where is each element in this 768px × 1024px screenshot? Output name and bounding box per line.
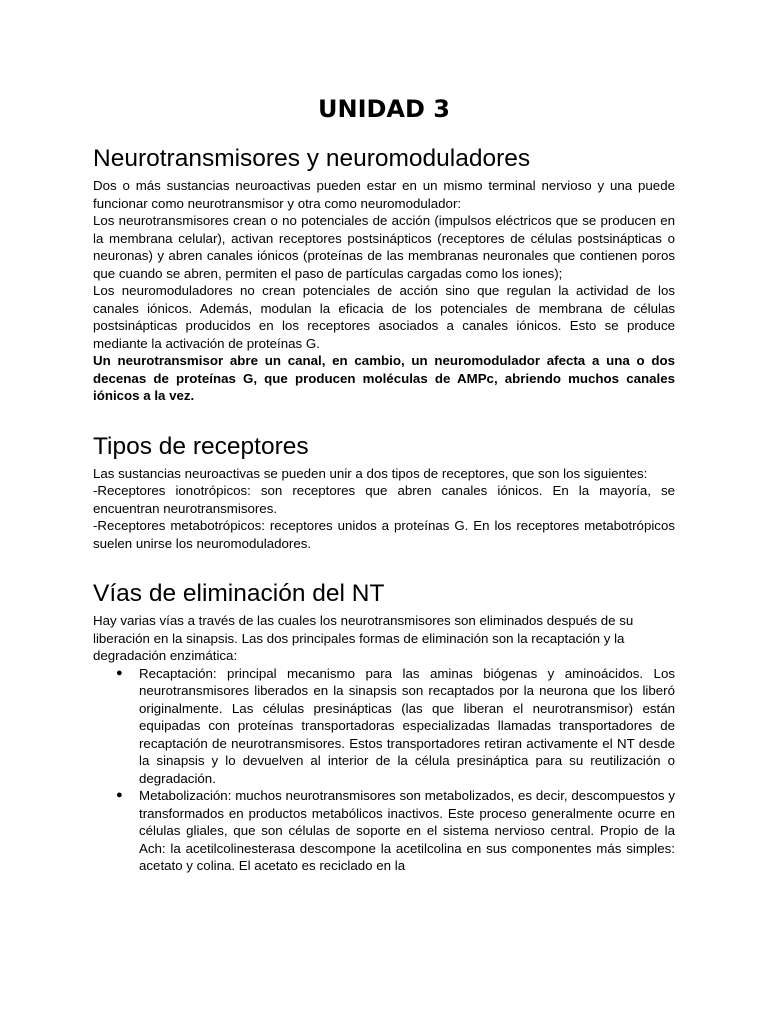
list-item-text: Recaptación: principal mecanismo para las aminas biógenas y aminoácidos. Los neurotransmisores liberados en la sinapsis son recaptados por la neurona que los liberó originalmente. Las células presinápticas (las que liberan el neurotransmisor) están equipadas con proteínas transportadoras especializadas llamadas transportadores de recaptación de neurotransmisores. Estos transportadores retiran activamente el NT desde la sinapsis y lo devuelven al interior de la célula presináptica para su reutilización o degradación. — [139, 665, 675, 786]
paragraph: Dos o más sustancias neuroactivas pueden estar en un mismo terminal nervioso y una puede funcionar como neurotransmisor y otra como neuromodulador: — [93, 178, 675, 211]
page-title: UNIDAD 3 — [318, 95, 450, 123]
section-neurotransmisores — [93, 144, 675, 405]
list-item-text: Metabolización: muchos neurotransmisores son metabolizados, es decir, descompuestos y transformados en productos metabólicos inactivos. Este proceso generalmente ocurre en células gliales, que son células de soporte en el sistema nervioso central. Propio de la Ach: la acetilcolinesterasa descompone la acetilcolina en sus componentes más simples: acetato y colina. El acetato es reciclado en la — [139, 788, 675, 873]
bold-paragraph: Un neurotransmisor abre un canal, en cambio, un neuromodulador afecta a una o dos decenas de proteínas G, que producen moléculas de AMPc, abriendo muchos canales iónicos a la vez. — [93, 353, 675, 403]
bullet-icon: ● — [116, 789, 123, 801]
section-heading: Vías de eliminación del NT — [93, 580, 385, 607]
section-vias-eliminacion — [93, 579, 675, 875]
paragraph: Las sustancias neuroactivas se pueden unir a dos tipos de receptores, que son los siguientes: — [93, 465, 648, 481]
paragraph: Los neurotransmisores crean o no potenciales de acción (impulsos eléctricos que se producen en la membrana celular), activan receptores postsinápticos (receptores de células postsinápticas o neuronas) y abren canales iónicos (proteínas de las membranas neuronales que contienen poros que cuando se abren, permiten el paso de partículas cargadas como los iones); — [93, 213, 675, 281]
section-heading: Tipos de receptores — [93, 432, 309, 460]
bullet-list — [93, 665, 675, 875]
section-tipos-receptores — [93, 432, 675, 553]
section-heading: Neurotransmisores y neuromoduladores — [93, 145, 531, 172]
bullet-icon: ● — [116, 666, 123, 679]
paragraph: Los neuromoduladores no crean potenciales de acción sino que regulan la actividad de los canales iónicos. Además, modulan la eficacia de los potenciales de membrana de células postsinápticas producidos en los receptores asociados a canales iónicos. Esto se produce mediante la activación de proteínas G. — [93, 283, 675, 351]
paragraph: -Receptores metabotrópicos: receptores unidos a proteínas G. En los receptores metabotrópicos suelen unirse los neuromoduladores. — [93, 518, 675, 551]
list-item — [116, 787, 675, 875]
paragraph: -Receptores ionotrópicos: son receptores que abren canales iónicos. En la mayoría, se encuentran neurotransmisores. — [93, 483, 675, 516]
paragraph: Hay varias vías a través de las cuales los neurotransmisores son eliminados después de su liberación en la sinapsis. Las dos principales formas de eliminación son la recaptación y la degradación enzimática: — [93, 613, 634, 663]
list-item — [116, 665, 675, 788]
